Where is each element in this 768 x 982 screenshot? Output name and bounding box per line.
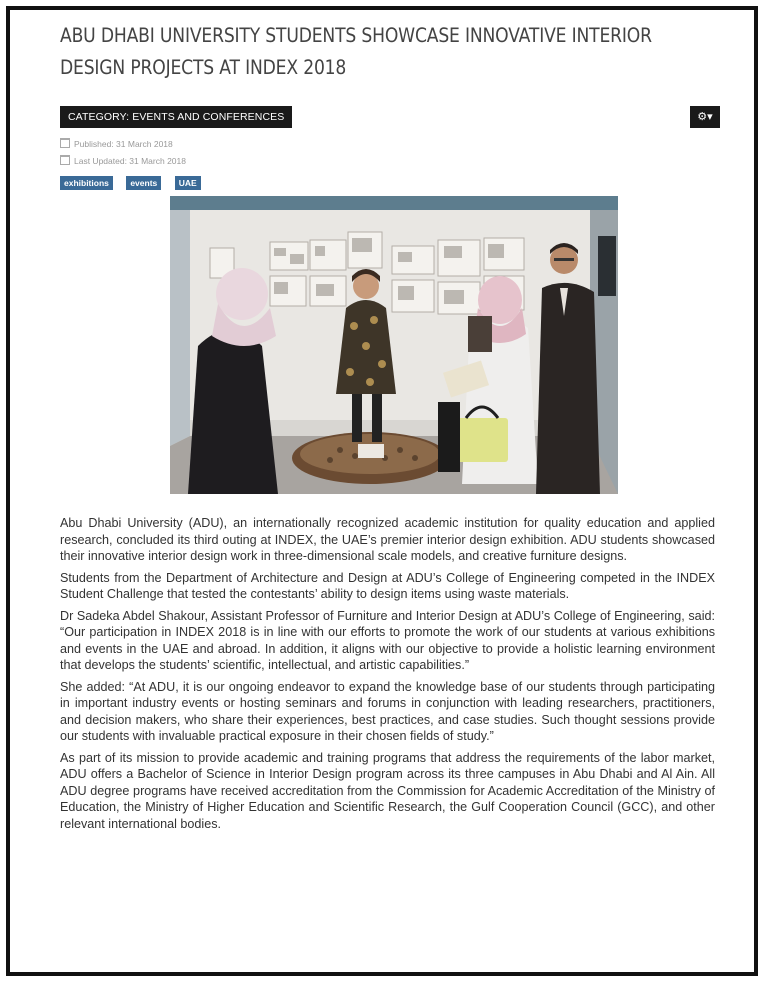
tag-list xyxy=(60,173,720,191)
calendar-icon xyxy=(60,155,70,165)
category-row xyxy=(60,106,720,130)
paragraph: She added: “At ADU, it is our ongoing endeavor to expand the knowledge base of our students through participating in important industry events or hosting seminars and forums in conjunction with leading researchers, practitioners, and decision makers, who share their experiences, best practices, and case studies. Such thought sessions provide our students with invaluable practical exposure in their chosen fields of study.” xyxy=(60,679,715,743)
published-date: Published: 31 March 2018 xyxy=(60,136,720,153)
paragraph: Abu Dhabi University (ADU), an internationally recognized academic institution for quality education and applied research, concluded its third outing at INDEX, the UAE’s premier interior design exhibition. ADU students showcased their innovative interior design work in three-dimensional scale models, and creative furniture designs. xyxy=(60,516,715,563)
article-photo xyxy=(170,196,618,494)
document-frame xyxy=(6,6,758,976)
paragraph: As part of its mission to provide academic and training programs that address the requirements of the labor market, ADU offers a Bachelor of Science in Interior Design program across its three campuses in Abu Dhabi and Al Ain. All ADU degree programs have received accreditation from the Commission for Academic Accreditation of the Ministry of Education, the Ministry of Higher Education and Scientific Research, the Gulf Cooperation Council (GCC), and other relevant international bodies. xyxy=(60,750,715,831)
article xyxy=(60,20,720,837)
paragraph: Students from the Department of Architecture and Design at ADU’s College of Engineering competed in the INDEX Student Challenge that tested the contestants’ ability to design items using waste materials. xyxy=(60,570,715,601)
updated-date: Last Updated: 31 March 2018 xyxy=(60,153,720,170)
calendar-icon xyxy=(60,138,70,148)
article-meta xyxy=(60,136,720,170)
tag-exhibitions[interactable]: exhibitions xyxy=(60,176,113,190)
tag-events[interactable]: events xyxy=(126,176,161,190)
article-body xyxy=(60,515,715,832)
category-label[interactable]: CATEGORY: EVENTS AND CONFERENCES xyxy=(60,106,292,128)
paragraph: Dr Sadeka Abdel Shakour, Assistant Professor of Furniture and Interior Design at ADU’s College of Engineering, said: “Our participation in INDEX 2018 is in line with our efforts to promote the work of our students at various exhibitions and events in the UAE and abroad. In addition, it aligns with our objective to provide a holistic learning environment that develops the students’ scientific, intellectual, and artistic capabilities.” xyxy=(60,608,715,672)
article-title: ABU DHABI UNIVERSITY STUDENTS SHOWCASE INNOVATIVE INTERIOR DESIGN PROJECTS AT INDEX 2018 xyxy=(60,24,652,79)
article-tools-button[interactable] xyxy=(690,106,720,128)
gear-icon: ⚙▾ xyxy=(697,111,713,123)
tag-uae[interactable]: UAE xyxy=(175,176,201,190)
